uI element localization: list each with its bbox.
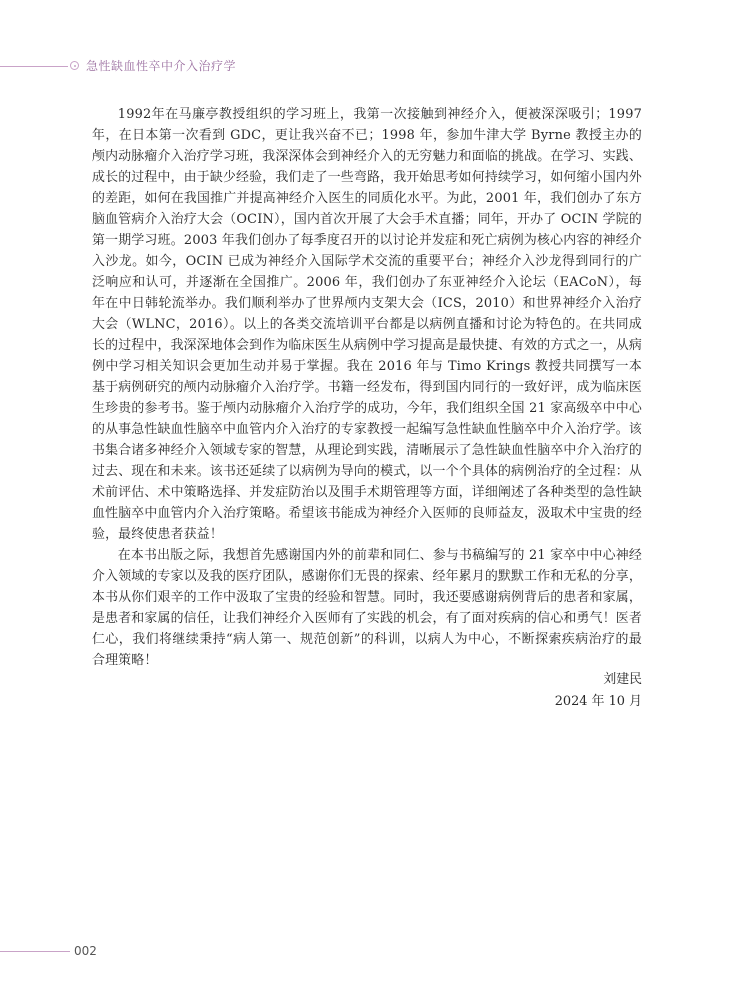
page-number: 002 <box>74 944 97 958</box>
page-footer <box>0 940 734 964</box>
running-header <box>0 50 734 80</box>
paragraph-1: 1992年在马廉亭教授组织的学习班上，我第一次接触到神经介入，便被深深吸引；1997年，在日本第一次看到 GDC，更让我兴奋不已；1998 年，参加牛津大学 Byrne 教授主办的颅内动脉瘤介入治疗学习班，我深深体会到神经介入的无穷魅力和面临的挑战。在学习、实践、成长的过程中，由于缺少经验，我们走了一些弯路，我开始思考如何持续学习，如何缩小国内外的差距，如何在我国推广并提高神经介入医生的同质化水平。为此，2001 年，我们创办了东方脑血管病介入治疗大会（OCIN），国内首次开展了大会手术直播；同年，开办了 OCIN 学院的第一期学习班。2003 年我们创办了每季度召开的以讨论并发症和死亡病例为核心内容的神经介入沙龙。如今，OCIN 已成为神经介入国际学术交流的重要平台；神经介入沙龙得到同行的广泛响应和认可，并逐渐在全国推广。2006 年，我们创办了东亚神经介入论坛（EACoN），每年在中日韩轮流举办。我们顺利举办了世界颅内支架大会（ICS，2010）和世界神经介入治疗大会（WLNC，2016）。以上的各类交流培训平台都是以病例直播和讨论为特色的。在共同成长的过程中，我深深地体会到作为临床医生从病例中学习提高是最快捷、有效的方式之一，从病例中学习相关知识会更加生动并易于掌握。我在 2016 年与 Timo Krings 教授共同撰写一本基于病例研究的颅内动脉瘤介入治疗学。书籍一经发布，得到国内同行的一致好评，成为临床医生珍贵的参考书。鉴于颅内动脉瘤介入治疗学的成功，今年，我们组织全国 21 家高级卒中中心的从事急性缺血性脑卒中血管内介入治疗的专家教授一起编写急性缺血性脑卒中介入治疗学。该书集合诸多神经介入领域专家的智慧，从理论到实践，清晰展示了急性缺血性脑卒中介入治疗的过去、现在和未来。该书还延续了以病例为导向的模式，以一个个具体的病例治疗的全过程：从术前评估、术中策略选择、并发症防治以及围手术期管理等方面，详细阐述了各种类型的急性缺血性脑卒中血管内介入治疗策略。希望该书能成为神经介入医师的良师益友，汲取术中宝贵的经验，最终使患者获益！ <box>92 107 642 542</box>
running-header-title: 急性缺血性卒中介入治疗学 <box>86 59 237 73</box>
paragraph-2: 在本书出版之际，我想首先感谢国内外的前辈和同仁、参与书稿编写的 21 家卒中中心神经介入领域的专家以及我的医疗团队，感谢你们无畏的探索、经年累月的默默工作和无私的分享，本书从你们艰辛的工作中汲取了宝贵的经验和智慧。同时，我还要感谢病例背后的患者和家属，是患者和家属的信任，让我们神经介入医师有了实践的机会，有了面对疾病的信心和勇气！医者仁心，我们将继续秉持“病人第一、规范创新”的科训，以病人为中心，不断探索疾病治疗的最合理策略！ <box>92 548 642 668</box>
footer-rule <box>0 951 70 952</box>
header-rule <box>0 66 68 67</box>
preface-body <box>92 104 642 671</box>
bullet-circle-icon <box>70 61 79 70</box>
author-signature: 刘建民 <box>603 672 642 687</box>
signature-date: 2024 年 10 月 <box>554 694 642 709</box>
